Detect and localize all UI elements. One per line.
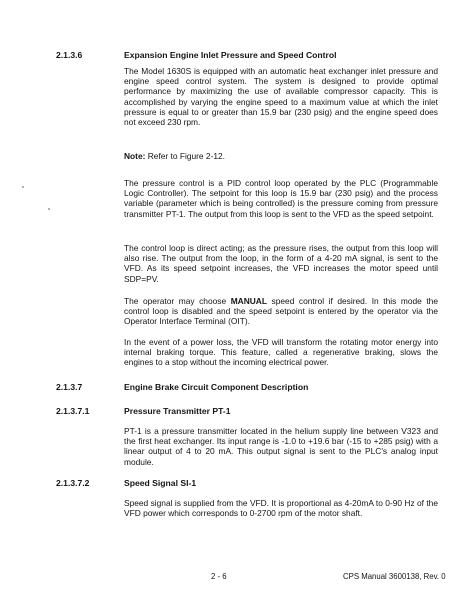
section-heading: Speed Signal SI-1 <box>124 478 197 488</box>
manual-keyword: MANUAL <box>230 296 267 306</box>
footer-document-id: CPS Manual 3600138, Rev. 0 <box>343 572 446 581</box>
section-heading: Pressure Transmitter PT-1 <box>124 406 231 416</box>
paragraph-speed-signal: Speed signal is supplied from the VFD. It is proportional as 4-20mA to 0-90 Hz of the VFD power which corresponds to 0-2700 rpm of the motor shaft. <box>124 498 438 519</box>
paragraph-direct-acting: The control loop is direct acting; as the pressure rises, the output from this loop will also rise. The output from the loop, in the form of a 4-20 mA signal, is sent to the VFD. As its speed setpoint increases, the VFD increases the motor speed until SDP=PV. <box>124 243 438 284</box>
section-number: 2.1.3.7.1 <box>56 406 90 416</box>
note-text: Refer to Figure 2-12. <box>145 151 226 161</box>
section-heading: Expansion Engine Inlet Pressure and Speed Control <box>124 50 337 60</box>
manual-text-pre: The operator may choose <box>124 296 231 306</box>
paragraph-inlet-pressure-intro: The Model 1630S is equipped with an automatic heat exchanger inlet pressure and engine speed control system. The system is designed to provide optimal performance by maximizing the use of available compressor capacity. This is accomplished by varying the engine speed to a maximum value at which the inlet pressure is equal to or greater than 15.9 bar (230 psig) and the engine speed does not exceed 230 rpm. <box>124 66 438 128</box>
paragraph-manual-control <box>124 296 438 327</box>
section-number: 2.1.3.7 <box>56 382 83 392</box>
section-number: 2.1.3.6 <box>56 50 83 60</box>
scan-speck <box>48 208 50 210</box>
scan-speck <box>22 186 24 188</box>
note-label: Note: <box>124 151 146 161</box>
paragraph-power-loss: In the event of a power loss, the VFD will transform the rotating motor energy into internal braking torque. This feature, called a regenerative braking, slows the engines to a stop without the incoming electrical power. <box>124 337 438 368</box>
paragraph-pressure-transmitter: PT-1 is a pressure transmitter located in the helium supply line between V323 and the first heat exchanger. Its input range is -1.0 to +19.6 bar (-15 to +285 psig) with a linear output of 4 to 20 mA. This output signal is sent to the PLC's analog input module. <box>124 426 438 467</box>
section-heading: Engine Brake Circuit Component Description <box>124 382 309 392</box>
paragraph-pid-control: The pressure control is a PID control loop operated by the PLC (Programmable Logic Controller). The setpoint for this loop is 15.9 bar (230 psig) and the process variable (parameter which is being controlled) is the pressure coming from pressure transmitter PT-1. The output from this loop is sent to the VFD as the speed setpoint. <box>124 178 438 219</box>
footer-page-number: 2 - 6 <box>211 572 227 581</box>
note-paragraph <box>124 151 438 161</box>
manual-text-post: speed control if desired. In this mode the control loop is disabled and the speed setpoint is entered by the operator via the Operator Interface Terminal (OIT). <box>124 296 438 327</box>
section-number: 2.1.3.7.2 <box>56 478 90 488</box>
